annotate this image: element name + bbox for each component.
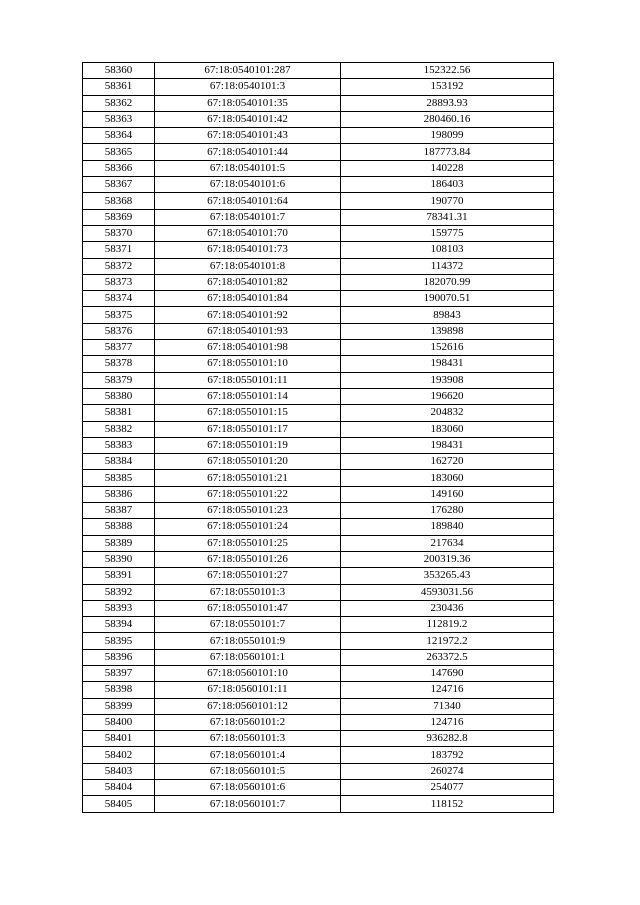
cadastral-number-cell: 67:18:0550101:14 bbox=[155, 388, 341, 404]
cadastral-value-cell: 186403 bbox=[341, 177, 554, 193]
row-number-cell: 58368 bbox=[83, 193, 155, 209]
table-row bbox=[83, 437, 554, 453]
row-number-cell: 58398 bbox=[83, 682, 155, 698]
table-row bbox=[83, 388, 554, 404]
cadastral-value-cell: 28893.93 bbox=[341, 95, 554, 111]
cadastral-number-cell: 67:18:0550101:9 bbox=[155, 633, 341, 649]
row-number-cell: 58366 bbox=[83, 160, 155, 176]
table-row bbox=[83, 307, 554, 323]
table-row bbox=[83, 274, 554, 290]
table-row bbox=[83, 63, 554, 79]
cadastral-number-cell: 67:18:0550101:17 bbox=[155, 421, 341, 437]
table-row bbox=[83, 747, 554, 763]
cadastral-value-cell: 196620 bbox=[341, 388, 554, 404]
cadastral-value-cell: 121972.2 bbox=[341, 633, 554, 649]
cadastral-number-cell: 67:18:0560101:3 bbox=[155, 731, 341, 747]
table-row bbox=[83, 356, 554, 372]
cadastral-number-cell: 67:18:0550101:24 bbox=[155, 519, 341, 535]
cadastral-value-cell: 190070.51 bbox=[341, 291, 554, 307]
cadastral-value-cell: 217634 bbox=[341, 535, 554, 551]
cadastral-number-cell: 67:18:0550101:19 bbox=[155, 437, 341, 453]
row-number-cell: 58376 bbox=[83, 323, 155, 339]
cadastral-number-cell: 67:18:0540101:6 bbox=[155, 177, 341, 193]
cadastral-value-cell: 162720 bbox=[341, 454, 554, 470]
cadastral-number-cell: 67:18:0540101:44 bbox=[155, 144, 341, 160]
row-number-cell: 58360 bbox=[83, 63, 155, 79]
cadastral-value-cell: 4593031.56 bbox=[341, 584, 554, 600]
table-row bbox=[83, 486, 554, 502]
cadastral-value-cell: 112819.2 bbox=[341, 617, 554, 633]
cadastral-value-cell: 124716 bbox=[341, 682, 554, 698]
cadastral-value-cell: 159775 bbox=[341, 225, 554, 241]
row-number-cell: 58364 bbox=[83, 128, 155, 144]
cadastral-number-cell: 67:18:0560101:5 bbox=[155, 763, 341, 779]
cadastral-value-cell: 198431 bbox=[341, 437, 554, 453]
table-row bbox=[83, 209, 554, 225]
cadastral-value-cell: 71340 bbox=[341, 698, 554, 714]
cadastral-value-cell: 140228 bbox=[341, 160, 554, 176]
table-row bbox=[83, 323, 554, 339]
table-row bbox=[83, 600, 554, 616]
cadastral-value-cell: 198099 bbox=[341, 128, 554, 144]
cadastral-value-cell: 230436 bbox=[341, 600, 554, 616]
row-number-cell: 58401 bbox=[83, 731, 155, 747]
cadastral-number-cell: 67:18:0550101:15 bbox=[155, 405, 341, 421]
cadastral-number-cell: 67:18:0560101:6 bbox=[155, 780, 341, 796]
table-row bbox=[83, 731, 554, 747]
cadastral-number-cell: 67:18:0540101:82 bbox=[155, 274, 341, 290]
table-row bbox=[83, 584, 554, 600]
row-number-cell: 58363 bbox=[83, 111, 155, 127]
row-number-cell: 58394 bbox=[83, 617, 155, 633]
cadastral-value-cell: 176280 bbox=[341, 503, 554, 519]
table-row bbox=[83, 79, 554, 95]
row-number-cell: 58381 bbox=[83, 405, 155, 421]
cadastral-number-cell: 67:18:0560101:7 bbox=[155, 796, 341, 812]
table-row bbox=[83, 551, 554, 567]
row-number-cell: 58379 bbox=[83, 372, 155, 388]
row-number-cell: 58373 bbox=[83, 274, 155, 290]
table-row bbox=[83, 503, 554, 519]
row-number-cell: 58395 bbox=[83, 633, 155, 649]
cadastral-value-cell: 124716 bbox=[341, 714, 554, 730]
cadastral-number-cell: 67:18:0550101:11 bbox=[155, 372, 341, 388]
row-number-cell: 58374 bbox=[83, 291, 155, 307]
table-row bbox=[83, 160, 554, 176]
table-row bbox=[83, 177, 554, 193]
cadastral-number-cell: 67:18:0560101:2 bbox=[155, 714, 341, 730]
row-number-cell: 58399 bbox=[83, 698, 155, 714]
table-row bbox=[83, 95, 554, 111]
row-number-cell: 58397 bbox=[83, 665, 155, 681]
row-number-cell: 58380 bbox=[83, 388, 155, 404]
row-number-cell: 58385 bbox=[83, 470, 155, 486]
table-row bbox=[83, 291, 554, 307]
cadastral-value-cell: 149160 bbox=[341, 486, 554, 502]
table-body bbox=[83, 63, 554, 813]
row-number-cell: 58400 bbox=[83, 714, 155, 730]
cadastral-number-cell: 67:18:0540101:93 bbox=[155, 323, 341, 339]
row-number-cell: 58392 bbox=[83, 584, 155, 600]
table-row bbox=[83, 682, 554, 698]
cadastral-value-cell: 118152 bbox=[341, 796, 554, 812]
cadastral-value-cell: 114372 bbox=[341, 258, 554, 274]
row-number-cell: 58390 bbox=[83, 551, 155, 567]
table-row bbox=[83, 372, 554, 388]
cadastral-value-cell: 139898 bbox=[341, 323, 554, 339]
table-row bbox=[83, 519, 554, 535]
cadastral-number-cell: 67:18:0560101:11 bbox=[155, 682, 341, 698]
table-row bbox=[83, 780, 554, 796]
row-number-cell: 58386 bbox=[83, 486, 155, 502]
cadastral-number-cell: 67:18:0540101:8 bbox=[155, 258, 341, 274]
cadastral-number-cell: 67:18:0540101:7 bbox=[155, 209, 341, 225]
cadastral-number-cell: 67:18:0550101:21 bbox=[155, 470, 341, 486]
cadastral-value-cell: 190770 bbox=[341, 193, 554, 209]
cadastral-number-cell: 67:18:0540101:64 bbox=[155, 193, 341, 209]
cadastral-number-cell: 67:18:0560101:12 bbox=[155, 698, 341, 714]
table-row bbox=[83, 193, 554, 209]
row-number-cell: 58393 bbox=[83, 600, 155, 616]
cadastral-value-cell: 182070.99 bbox=[341, 274, 554, 290]
row-number-cell: 58378 bbox=[83, 356, 155, 372]
table-row bbox=[83, 665, 554, 681]
row-number-cell: 58403 bbox=[83, 763, 155, 779]
table-row bbox=[83, 535, 554, 551]
row-number-cell: 58389 bbox=[83, 535, 155, 551]
table-row bbox=[83, 698, 554, 714]
cadastral-value-table bbox=[82, 62, 554, 813]
cadastral-number-cell: 67:18:0550101:3 bbox=[155, 584, 341, 600]
row-number-cell: 58362 bbox=[83, 95, 155, 111]
row-number-cell: 58396 bbox=[83, 649, 155, 665]
cadastral-number-cell: 67:18:0550101:25 bbox=[155, 535, 341, 551]
cadastral-value-cell: 89843 bbox=[341, 307, 554, 323]
table-row bbox=[83, 242, 554, 258]
cadastral-number-cell: 67:18:0550101:10 bbox=[155, 356, 341, 372]
cadastral-number-cell: 67:18:0540101:92 bbox=[155, 307, 341, 323]
cadastral-number-cell: 67:18:0540101:70 bbox=[155, 225, 341, 241]
cadastral-number-cell: 67:18:0540101:5 bbox=[155, 160, 341, 176]
cadastral-value-cell: 200319.36 bbox=[341, 551, 554, 567]
cadastral-value-cell: 152322.56 bbox=[341, 63, 554, 79]
row-number-cell: 58388 bbox=[83, 519, 155, 535]
cadastral-value-cell: 254077 bbox=[341, 780, 554, 796]
table-row bbox=[83, 144, 554, 160]
cadastral-number-cell: 67:18:0550101:26 bbox=[155, 551, 341, 567]
cadastral-value-cell: 936282.8 bbox=[341, 731, 554, 747]
row-number-cell: 58402 bbox=[83, 747, 155, 763]
row-number-cell: 58369 bbox=[83, 209, 155, 225]
table-row bbox=[83, 340, 554, 356]
table-row bbox=[83, 796, 554, 812]
cadastral-number-cell: 67:18:0560101:10 bbox=[155, 665, 341, 681]
cadastral-number-cell: 67:18:0540101:35 bbox=[155, 95, 341, 111]
cadastral-number-cell: 67:18:0550101:27 bbox=[155, 568, 341, 584]
table-row bbox=[83, 763, 554, 779]
cadastral-value-cell: 108103 bbox=[341, 242, 554, 258]
table-row bbox=[83, 714, 554, 730]
cadastral-number-cell: 67:18:0560101:1 bbox=[155, 649, 341, 665]
table-row bbox=[83, 470, 554, 486]
cadastral-value-cell: 78341.31 bbox=[341, 209, 554, 225]
row-number-cell: 58361 bbox=[83, 79, 155, 95]
cadastral-number-cell: 67:18:0550101:22 bbox=[155, 486, 341, 502]
cadastral-number-cell: 67:18:0540101:73 bbox=[155, 242, 341, 258]
row-number-cell: 58371 bbox=[83, 242, 155, 258]
row-number-cell: 58382 bbox=[83, 421, 155, 437]
row-number-cell: 58372 bbox=[83, 258, 155, 274]
cadastral-value-cell: 183060 bbox=[341, 470, 554, 486]
cadastral-value-cell: 152616 bbox=[341, 340, 554, 356]
cadastral-value-cell: 198431 bbox=[341, 356, 554, 372]
cadastral-value-cell: 153192 bbox=[341, 79, 554, 95]
table-row bbox=[83, 258, 554, 274]
cadastral-value-cell: 280460.16 bbox=[341, 111, 554, 127]
cadastral-number-cell: 67:18:0560101:4 bbox=[155, 747, 341, 763]
cadastral-number-cell: 67:18:0540101:84 bbox=[155, 291, 341, 307]
row-number-cell: 58405 bbox=[83, 796, 155, 812]
table-row bbox=[83, 568, 554, 584]
cadastral-value-cell: 353265.43 bbox=[341, 568, 554, 584]
cadastral-value-cell: 193908 bbox=[341, 372, 554, 388]
table-row bbox=[83, 405, 554, 421]
row-number-cell: 58391 bbox=[83, 568, 155, 584]
row-number-cell: 58383 bbox=[83, 437, 155, 453]
cadastral-value-cell: 263372.5 bbox=[341, 649, 554, 665]
cadastral-value-cell: 183060 bbox=[341, 421, 554, 437]
cadastral-number-cell: 67:18:0540101:43 bbox=[155, 128, 341, 144]
table-row bbox=[83, 454, 554, 470]
cadastral-number-cell: 67:18:0540101:42 bbox=[155, 111, 341, 127]
table-row bbox=[83, 421, 554, 437]
table-row bbox=[83, 649, 554, 665]
row-number-cell: 58387 bbox=[83, 503, 155, 519]
table-row bbox=[83, 111, 554, 127]
cadastral-value-cell: 183792 bbox=[341, 747, 554, 763]
table-row bbox=[83, 633, 554, 649]
cadastral-value-cell: 187773.84 bbox=[341, 144, 554, 160]
cadastral-number-cell: 67:18:0540101:98 bbox=[155, 340, 341, 356]
row-number-cell: 58370 bbox=[83, 225, 155, 241]
cadastral-number-cell: 67:18:0550101:23 bbox=[155, 503, 341, 519]
table-row bbox=[83, 128, 554, 144]
cadastral-value-cell: 147690 bbox=[341, 665, 554, 681]
cadastral-value-cell: 204832 bbox=[341, 405, 554, 421]
row-number-cell: 58404 bbox=[83, 780, 155, 796]
cadastral-value-cell: 260274 bbox=[341, 763, 554, 779]
row-number-cell: 58375 bbox=[83, 307, 155, 323]
cadastral-value-cell: 189840 bbox=[341, 519, 554, 535]
cadastral-number-cell: 67:18:0550101:47 bbox=[155, 600, 341, 616]
table-row bbox=[83, 617, 554, 633]
table-row bbox=[83, 225, 554, 241]
cadastral-number-cell: 67:18:0550101:7 bbox=[155, 617, 341, 633]
row-number-cell: 58384 bbox=[83, 454, 155, 470]
row-number-cell: 58367 bbox=[83, 177, 155, 193]
cadastral-number-cell: 67:18:0550101:20 bbox=[155, 454, 341, 470]
cadastral-number-cell: 67:18:0540101:287 bbox=[155, 63, 341, 79]
row-number-cell: 58365 bbox=[83, 144, 155, 160]
cadastral-number-cell: 67:18:0540101:3 bbox=[155, 79, 341, 95]
row-number-cell: 58377 bbox=[83, 340, 155, 356]
